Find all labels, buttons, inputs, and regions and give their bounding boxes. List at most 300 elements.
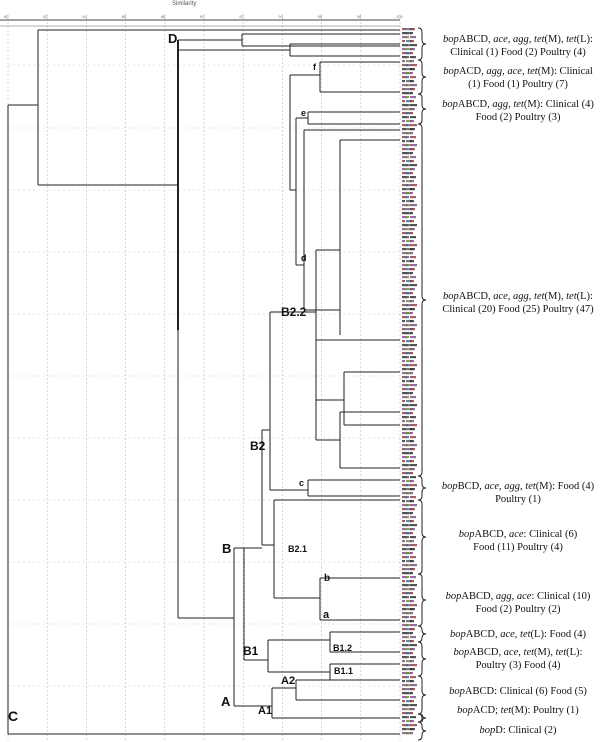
isolate-label-mark: [406, 704, 410, 706]
isolate-label-mark: [410, 608, 415, 610]
isolate-label-mark: [410, 416, 416, 418]
isolate-label-mark: [410, 276, 416, 278]
isolate-label-mark: [410, 248, 415, 250]
isolate-label-mark: [410, 604, 417, 606]
isolate-label-mark: [402, 220, 405, 222]
isolate-label-mark: [410, 116, 416, 118]
axis-tick-label: 90: [200, 14, 205, 19]
isolate-label-mark: [410, 28, 415, 30]
isolate-label-mark: [406, 436, 409, 438]
isolate-label-mark: [410, 64, 417, 66]
isolate-label-mark: [410, 88, 415, 90]
isolate-label-mark: [410, 244, 417, 246]
isolate-label-mark: [410, 720, 414, 722]
node-label-A: A: [221, 694, 231, 709]
isolate-label-mark: [410, 508, 415, 510]
axis-tick-label: 94: [278, 14, 283, 19]
axis-tick-label: 98: [356, 14, 362, 19]
isolate-label-mark: [410, 52, 413, 54]
axis-tick-label: 86: [121, 14, 127, 19]
isolate-label-mark: [406, 656, 409, 658]
isolate-label-mark: [410, 664, 417, 666]
isolate-label-mark: [410, 280, 414, 282]
isolate-label-mark: [406, 604, 410, 606]
isolate-label-mark: [410, 668, 415, 670]
isolate-label-mark: [406, 56, 409, 58]
isolate-label-mark: [410, 140, 414, 142]
isolate-label-mark: [410, 196, 416, 198]
isolate-label-mark: [410, 336, 416, 338]
isolate-label-mark: [402, 668, 406, 670]
isolate-label-mark: [402, 120, 405, 122]
isolate-label-mark: [402, 188, 406, 190]
annotation-1: bopABCD, ace, agg, tet(M), tet(L): Clinical (1) Food (2) Poultry (4): [443, 34, 593, 58]
isolate-label-mark: [402, 48, 406, 50]
isolate-label-mark: [406, 636, 409, 638]
isolate-label-mark: [406, 576, 409, 578]
isolate-label-mark: [410, 436, 416, 438]
isolate-label-mark: [406, 156, 409, 158]
annotation-6: bopABCD, ace: Clinical (6) Food (11) Poultry (4): [458, 529, 578, 553]
isolate-label-mark: [406, 384, 410, 386]
isolate-label-mark: [406, 344, 410, 346]
isolate-label-mark: [410, 708, 415, 710]
isolate-label-mark: [406, 164, 410, 166]
isolate-label-mark: [410, 692, 413, 694]
isolate-label-mark: [410, 84, 417, 86]
isolate-label-mark: [402, 688, 406, 690]
isolate-label-mark: [410, 252, 413, 254]
isolate-label-mark: [410, 420, 414, 422]
isolate-label-mark: [410, 136, 416, 138]
isolate-label-mark: [406, 284, 410, 286]
isolate-label-mark: [410, 588, 415, 590]
isolate-label-mark: [402, 460, 405, 462]
isolate-label-mark: [410, 560, 414, 562]
isolate-label-mark: [410, 356, 416, 358]
isolate-label-mark: [406, 236, 409, 238]
node-label-e: e: [301, 108, 307, 118]
node-label-b: b: [324, 573, 331, 584]
isolate-label-mark: [410, 704, 417, 706]
isolate-label-mark: [410, 616, 416, 618]
annotation-8: bopABCD, ace, tet(L): Food (4): [450, 629, 586, 640]
isolate-label-mark: [410, 676, 416, 678]
isolate-label-mark: [410, 264, 417, 266]
isolate-label-mark: [402, 300, 405, 302]
isolate-label-mark: [410, 596, 416, 598]
cluster-brace: [418, 714, 426, 722]
similarity-grid: [0, 14, 400, 740]
isolate-label-mark: [410, 308, 415, 310]
isolate-label-mark: [410, 632, 413, 634]
isolate-label-mark: [406, 464, 410, 466]
isolate-label-mark: [402, 160, 405, 162]
isolate-label-mark: [410, 444, 417, 446]
isolate-label-mark: [402, 200, 405, 202]
isolate-label-mark: [402, 560, 405, 562]
isolate-label-mark: [410, 432, 413, 434]
annotation-3: bopABCD, agg, tet(M): Clinical (4) Food (2) Poultry (3): [442, 99, 594, 123]
isolate-label-mark: [410, 544, 417, 546]
isolate-label-mark: [402, 528, 406, 530]
isolate-label-mark: [406, 596, 409, 598]
isolate-label-mark: [410, 368, 415, 370]
isolate-label-mark: [406, 504, 410, 506]
cluster-brace: [418, 476, 426, 500]
isolate-label-mark: [410, 120, 414, 122]
isolate-label-mark: [410, 36, 416, 38]
isolate-label-mark: [410, 472, 413, 474]
isolate-label-mark: [410, 300, 414, 302]
isolate-label-mark: [410, 540, 414, 542]
isolate-label-mark: [402, 480, 405, 482]
isolate-label-mark: [406, 456, 409, 458]
isolate-label-mark: [402, 680, 405, 682]
isolate-label-mark: [406, 524, 410, 526]
isolate-label-mark: [406, 184, 410, 186]
isolate-label-mark: [410, 192, 413, 194]
node-label-f: f: [313, 62, 316, 72]
isolate-label-mark: [402, 660, 405, 662]
isolate-label-mark: [406, 476, 409, 478]
axis-title: Similarity: [172, 1, 197, 7]
isolate-label-mark: [410, 552, 413, 554]
isolate-label-mark: [410, 592, 413, 594]
axis-tick-label: 100: [396, 14, 403, 19]
node-label-A1: A1: [258, 705, 273, 717]
isolate-label-mark: [410, 536, 416, 538]
isolate-label-mark: [410, 96, 416, 98]
isolate-label-mark: [406, 696, 409, 698]
isolate-label-mark: [402, 708, 406, 710]
isolate-label-mark: [410, 620, 414, 622]
isolate-label-mark: [410, 180, 414, 182]
isolate-label-mark: [406, 624, 410, 626]
isolate-label-mark: [410, 176, 416, 178]
isolate-label-mark: [406, 256, 409, 258]
isolate-label-mark: [406, 684, 410, 686]
isolate-label-mark: [406, 664, 410, 666]
isolate-label-mark: [410, 700, 414, 702]
isolate-label-mark: [402, 728, 406, 730]
isolate-label-mark: [406, 304, 410, 306]
cluster-brace: [418, 574, 426, 626]
isolate-label-mark: [402, 540, 405, 542]
isolate-label-mark: [402, 360, 405, 362]
isolate-label-mark: [410, 528, 415, 530]
isolate-label-mark: [410, 76, 416, 78]
isolate-label-mark: [410, 108, 415, 110]
node-label-B1-1: B1.1: [334, 666, 354, 676]
isolate-label-mark: [402, 68, 406, 70]
isolate-label-mark: [406, 124, 410, 126]
isolate-label-mark: [406, 76, 409, 78]
isolate-label-mark: [410, 388, 415, 390]
annotation-11: bopACD; tet(M): Poultry (1): [457, 705, 579, 716]
isolate-label-mark: [410, 612, 413, 614]
isolate-label-mark: [402, 628, 406, 630]
node-label-B2-2: B2.2: [281, 305, 307, 319]
isolate-label-mark: [410, 680, 414, 682]
axis-tick-label: 88: [160, 14, 166, 19]
isolate-label-mark: [406, 144, 410, 146]
isolate-label-mark: [410, 56, 416, 58]
isolate-label-mark: [410, 548, 415, 550]
isolate-label-mark: [402, 208, 406, 210]
isolate-label-mark: [410, 260, 414, 262]
cluster-brace: [418, 124, 426, 476]
isolate-label-mark: [410, 188, 415, 190]
isolate-label-mark: [402, 60, 405, 62]
isolate-label-mark: [410, 208, 415, 210]
isolate-label-mark: [410, 128, 415, 130]
isolate-label-mark: [406, 204, 410, 206]
isolate-label-mark: [410, 636, 416, 638]
isolate-label-mark: [410, 460, 414, 462]
isolate-label-mark: [410, 648, 415, 650]
isolate-label-mark: [410, 520, 414, 522]
isolate-label-mark: [402, 28, 406, 30]
isolate-label-mark: [406, 276, 409, 278]
isolate-label-mark: [410, 216, 416, 218]
isolate-label-mark: [402, 40, 405, 42]
isolate-label-mark: [410, 564, 417, 566]
isolate-label-mark: [402, 620, 405, 622]
cluster-brace: [418, 60, 426, 94]
annotation-7: bopABCD, agg, ace: Clinical (10) Food (2) Poultry (2): [445, 591, 591, 615]
isolate-label-mark: [410, 152, 413, 154]
isolate-label-mark: [410, 408, 415, 410]
isolate-label-mark: [410, 236, 416, 238]
isolate-label-mark: [402, 388, 406, 390]
isolate-label-mark: [410, 384, 417, 386]
isolate-label-mark: [410, 392, 413, 394]
isolate-label-mark: [410, 48, 415, 50]
annotation-12: bopD: Clinical (2): [479, 725, 557, 736]
isolate-label-mark: [410, 104, 417, 106]
isolate-label-mark: [406, 616, 409, 618]
isolate-label-mark: [402, 260, 405, 262]
node-label-B2: B2: [250, 439, 266, 453]
isolate-label-mark: [410, 480, 414, 482]
isolate-label-mark: [410, 132, 413, 134]
isolate-label-mark: [402, 228, 406, 230]
cluster-brace: [418, 94, 426, 124]
isolate-label-mark: [410, 684, 417, 686]
annotation-10: bopABCD: Clinical (6) Food (5): [449, 686, 587, 697]
isolate-label-mark: [410, 172, 413, 174]
isolate-label-mark: [406, 364, 410, 366]
isolate-label-mark: [402, 128, 406, 130]
cluster-brace: [418, 500, 426, 574]
isolate-label-mark: [410, 468, 415, 470]
isolate-label-mark: [406, 296, 409, 298]
isolate-label-mark: [402, 168, 406, 170]
node-label-B2-1: B2.1: [288, 544, 308, 554]
isolate-label-mark: [402, 140, 405, 142]
isolate-label-mark: [406, 84, 410, 86]
isolate-label-mark: [402, 248, 406, 250]
isolate-label-mark: [402, 348, 406, 350]
cluster-brace: [418, 642, 426, 676]
cluster-brace: [418, 722, 426, 740]
isolate-label-mark: [406, 424, 410, 426]
isolate-label-mark: [402, 580, 405, 582]
isolate-label-mark: [406, 584, 410, 586]
isolate-label-mark: [410, 224, 417, 226]
isolate-label-mark: [402, 268, 406, 270]
cluster-brace: [418, 626, 426, 642]
isolate-label-mark: [410, 696, 416, 698]
isolate-label-mark: [410, 320, 414, 322]
isolate-label-mark: [410, 360, 414, 362]
axis-tick-label: 84: [82, 14, 87, 19]
isolate-label-mark: [406, 484, 410, 486]
isolate-label-mark: [410, 268, 415, 270]
node-label-a: a: [323, 609, 330, 621]
node-label-d: d: [301, 253, 307, 263]
isolate-label-mark: [410, 324, 417, 326]
isolate-label-mark: [406, 724, 410, 726]
isolate-label-mark: [410, 484, 417, 486]
isolate-label-mark: [410, 232, 413, 234]
isolate-label-mark: [406, 196, 409, 198]
isolate-label-mark: [402, 448, 406, 450]
isolate-label-mark: [406, 324, 410, 326]
isolate-label-mark: [410, 712, 413, 714]
isolate-label-mark: [406, 216, 409, 218]
isolate-label-mark: [410, 296, 416, 298]
isolate-label-mark: [410, 644, 417, 646]
isolate-label-mark: [402, 700, 405, 702]
isolate-label-mark: [410, 400, 414, 402]
isolate-label-mark: [410, 376, 416, 378]
isolate-label-mark: [410, 496, 416, 498]
isolate-label-mark: [410, 68, 415, 70]
isolate-label-mark: [402, 440, 405, 442]
isolate-label-mark: [406, 136, 409, 138]
isolate-label-mark: [402, 380, 405, 382]
isolate-label-mark: [410, 512, 413, 514]
isolate-label-mark: [410, 124, 417, 126]
isolate-label-mark: [410, 40, 414, 42]
isolate-label-mark: [410, 292, 413, 294]
isolate-label-mark: [406, 356, 409, 358]
isolate-label-mark: [410, 148, 415, 150]
isolate-label-mark: [410, 600, 414, 602]
isolate-label-mark: [410, 624, 417, 626]
isolate-label-mark: [410, 256, 416, 258]
isolate-label-mark: [410, 156, 416, 158]
isolate-label-mark: [402, 180, 405, 182]
axis-tick-label: 92: [239, 14, 244, 19]
isolate-label-mark: [402, 600, 405, 602]
isolate-label-mark: [406, 64, 410, 66]
isolate-label-mark: [406, 96, 409, 98]
node-label-C: C: [8, 708, 19, 724]
isolate-label-mark: [410, 524, 417, 526]
isolate-label-mark: [410, 576, 416, 578]
isolate-label-mark: [410, 456, 416, 458]
isolate-label-mark: [410, 424, 417, 426]
isolate-label-mark: [406, 244, 410, 246]
isolate-label-mark: [410, 100, 414, 102]
isolate-label-mark: [410, 240, 414, 242]
isolate-label-mark: [410, 652, 413, 654]
isolate-label-mark: [402, 88, 406, 90]
isolate-label-mark: [402, 328, 406, 330]
isolate-label-mark: [406, 116, 409, 118]
isolate-label-mark: [410, 556, 416, 558]
isolate-label-mark: [410, 80, 414, 82]
isolate-label-mark: [406, 556, 409, 558]
isolate-label-mark: [402, 720, 405, 722]
isolate-label-mark: [410, 412, 413, 414]
isolate-label-mark: [402, 368, 406, 370]
isolate-label-mark: [402, 648, 406, 650]
isolate-label-mark: [406, 104, 410, 106]
isolate-label-mark: [402, 340, 405, 342]
isolate-label-mark: [410, 688, 415, 690]
isolate-label-mark: [410, 580, 414, 582]
isolate-label-mark: [402, 608, 406, 610]
isolate-label-mark: [410, 304, 417, 306]
isolate-label-mark: [410, 628, 415, 630]
node-label-B: B: [222, 541, 232, 556]
isolate-label-mark: [402, 280, 405, 282]
isolate-label-mark: [410, 92, 413, 94]
isolate-label-mark: [410, 656, 416, 658]
isolate-label-mark: [402, 320, 405, 322]
isolate-label-mark: [402, 288, 406, 290]
isolate-label-mark: [410, 332, 413, 334]
isolate-label-mark: [410, 504, 417, 506]
isolate-label-mark: [402, 520, 405, 522]
isolate-label-mark: [406, 444, 410, 446]
isolate-label-mark: [410, 112, 413, 114]
isolate-label-mark: [402, 500, 405, 502]
isolate-label-mark: [406, 316, 409, 318]
isolate-label-mark: [406, 224, 410, 226]
isolate-label-mark: [410, 532, 413, 534]
isolate-label-mark: [410, 396, 416, 398]
isolate-label-mark: [410, 288, 415, 290]
axis-tick-label: 96: [317, 14, 323, 19]
isolate-label-mark: [410, 160, 414, 162]
isolate-label-mark: [406, 396, 409, 398]
isolate-label-mark: [402, 508, 406, 510]
isolate-label-mark: [402, 468, 406, 470]
node-label-c: c: [299, 478, 305, 488]
isolate-label-mark: [410, 32, 413, 34]
isolate-label-mark: [402, 148, 406, 150]
node-label-A2: A2: [281, 675, 296, 687]
isolate-label-mark: [410, 452, 413, 454]
isolate-label-mark: [402, 420, 405, 422]
isolate-label-mark: [410, 372, 413, 374]
isolate-label-mark: [410, 568, 415, 570]
isolate-label-mark: [402, 488, 406, 490]
isolate-label-mark: [402, 428, 406, 430]
isolate-label-mark: [406, 644, 410, 646]
isolate-label-mark: [402, 408, 406, 410]
isolate-label-mark: [410, 492, 413, 494]
isolate-label-mark: [402, 548, 406, 550]
isolate-label-mark: [402, 100, 405, 102]
isolate-label-mark: [410, 284, 417, 286]
cluster-brace: [418, 676, 426, 714]
